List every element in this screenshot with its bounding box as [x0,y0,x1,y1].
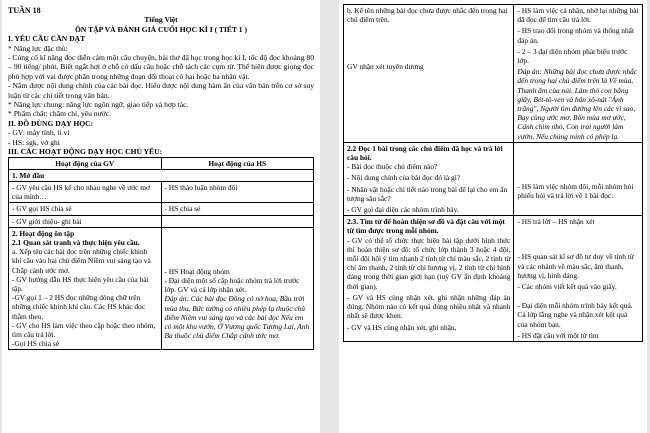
section-2-heading: II. ĐỒ DÙNG DẠY HỌC: [8,118,94,128]
table-row [344,216,643,342]
review-step: -Gọi HS chia sẻ [12,339,60,349]
teacher-cell [344,142,514,215]
materials-line: - GV: máy tính, ti vi [8,128,70,138]
table-row [9,203,314,215]
teacher-cell [344,5,514,143]
teacher-feedback: GV nhận xét tuyên dương [347,62,424,72]
table-row [344,142,643,215]
materials-line: - HS: sgk, vở ghi [8,137,60,147]
requirement-line: * Phẩm chất: chăm chỉ, yêu nước. [8,109,112,119]
student-activity: - HS làm việc cá nhân, nhớ lại những bài đã đọc để tìm câu trả lời. [517,6,639,25]
table-row [9,169,314,181]
question-line: - Bài đọc thuộc chủ điểm nào? [347,162,438,172]
teacher-cell [344,216,514,342]
requirement-line: * Năng lực đặc thù: [8,43,68,53]
student-cell [161,227,314,350]
section-3-heading: III. CÁC HOẠT ĐỘNG DẠY HỌC CHỦ YẾU: [8,147,163,157]
teacher-cell: - GV giới thiệu- ghi bài [9,215,162,227]
document-page-right [339,0,647,433]
review-heading: 2. Hoạt động ôn tập [12,228,75,238]
week-label: TUẦN 18 [8,6,41,15]
task-b: b. Kể tên những bài đọc chưa được nhắc đến trong hai chủ điểm trên. [347,6,508,25]
teacher-step: - GV và HS cùng nhận xét, ghi nhận những đáp án đúng. Nhóm nào có kết quả đúng nhiều nhất và nhanh nhất sẽ được khen. [347,292,511,321]
table-row [9,227,314,350]
student-activity: - Các nhóm viết kết quả vào giấy. [517,282,617,292]
student-activity: - HS quan sát kĩ sơ đồ tư duy về tính từ và các nhánh về màu sắc, âm thanh, hương vị, hình dáng. [517,252,634,280]
teacher-cell [9,227,162,350]
answer-text: Đáp án: Những bài đọc chưa được nhắc đến trong hai chủ điểm trên là Về mùa, Thanh âm của núi, Làm thỏ con bằng giấy, Bét-tô-ven và bản xô-nát "Ánh trăng", Người tìm đường lên các vì sao, Bay cùng ước mơ, Bốn mùa mơ ước, Cánh chim nhỏ, Con trai người làm vườn, Nếu chúng mình có phép lạ. [517,67,638,141]
table-header-teacher: Hoạt động của GV [9,157,162,169]
table-row [9,181,314,202]
student-cell: - HS thảo luận nhóm đôi [161,181,314,202]
question-line: - GV gọi đại diện các nhóm trình bày. [347,205,459,215]
review-step: - GV hướng dẫn HS thực hiện yêu cầu của bài tập. [12,274,149,293]
activities-table-continued [343,4,643,342]
student-activity: - Đại diện một số cặp hoặc nhóm trả lời trước lớp. GV và cả lớp nhận xét. [164,275,300,295]
student-activity: - HS trả lời – HS nhận xét [517,217,595,227]
student-cell: - HS chia sẻ [161,203,314,215]
start-heading: 1. Mở đầu [9,169,314,181]
teacher-cell: - GV yêu cầu HS kể cho nhau nghe về ước mơ của mình… [9,181,162,202]
student-activity: - HS trao đổi trong nhóm và thống nhất đáp án. [517,26,635,45]
review-step: a. Xếp tên các bài đọc trên những chiếc khinh khí cầu vào hai chủ điểm Niềm vui sáng tạo và Chắp cánh ước mơ. [12,247,151,275]
activity-2-2-heading: 2.2 Đọc 1 bài trong các chủ điểm đã học và trả lời câu hỏi. [347,143,503,163]
table-row [344,5,643,143]
student-activity: - Đại diện mỗi nhóm trình bày kết quả. Cả lớp lắng nghe và nhận xét kết quả của nhóm bạn. [517,301,633,329]
student-cell [514,5,643,143]
activities-table [8,157,314,351]
requirement-line: * Năng lực chung: năng lực ngôn ngữ, giao tiếp và hợp tác. [8,100,189,110]
teacher-step: - GV và HS cùng nhận xét, ghi nhận, [347,322,457,332]
subject-heading: Tiếng Việt [144,15,178,25]
student-activity: - HS đặt câu với một từ tìm [517,330,599,340]
lesson-title: ÔN TẬP VÀ ĐÁNH GIÁ CUỐI HỌC KÌ I ( TIẾT 1 ) [74,24,247,34]
review-subheading: 2.1 Quan sát tranh và thực hiện yêu cầu. [12,237,140,247]
requirement-line: - Củng cố kĩ năng đọc diễn cảm một câu chuyện, bài thơ đã học trong học kì I, tốc độ đọc khoảng 80 – 90 tiếng/ phút. Biết ngắt hơi ở chỗ có dấu câu hoặc chỗ tách các cụm từ. Thể hiện được giọng đọc phù hợp với vai được phân trong những đoạn đối thoại có hai hoặc ba nhân vật. [8,53,314,81]
student-cell [514,142,643,215]
table-row [9,215,314,227]
review-step: -GV gọi 1 – 2 HS đọc những dòng chữ trên những chiếc khinh khí cầu. Các HS khác đọc thầm theo. [12,293,146,321]
student-activity: - 2 – 3 đại diện nhóm phát biểu trước lớp. [517,46,628,66]
question-line: - Nhân vật hoặc chi tiết nào trong bài để lại cho em ấn tượng sâu sắc? [347,184,508,203]
activity-2-3-heading: 2.3. Tìm từ để hoàn thiện sơ đồ và đặt câu với một từ tìm được trong mỗi nhóm. [347,217,505,236]
student-activity: - HS Hoạt động nhóm [164,266,230,276]
document-page-left [2,0,320,433]
question-line: - Nội dung chính của bài đọc đó là gì? [347,173,461,183]
answer-text: Đáp án: Các bài đọc Đồng cỏ nở hoa, Bầu trời mùa thu, Bức tường có nhiều phép lạ thuộc chủ điểm Niềm vui sáng tạo và các bài đọc Nếu em có một khu vườn, Ở Vương quốc Tương Lai, Anh Ba thuộc chủ điểm Chắp cánh ước mơ. [164,294,310,341]
table-header-student: Hoạt động của HS [161,157,314,169]
review-step: - GV cho HS làm việc theo cặp hoặc theo nhóm, tìm câu trả lời. [12,320,156,339]
teacher-cell: - GV gọi HS chia sẻ [9,203,162,215]
student-activity: - HS làm việc nhóm đôi, mỗi nhóm hỏi phiếu hỏi và trả lời về 1 bài đọc. [517,181,634,201]
requirement-line: - Nắm được nội dung chính của các bài đọc. Hiểu được nội dung hàm ẩn của văn bản trên cơ sở suy luận từ các chi tiết trong văn bản. [8,81,314,100]
student-cell [514,216,643,342]
student-cell [161,215,314,227]
section-1-heading: I. YÊU CẦU CẦN ĐẠT [8,34,86,44]
teacher-step: - GV có thể tổ chức thực hiện bài tập dưới hình thức thi hoàn thiện sơ đồ: tổ chức lớp thành 3 hoặc 4 đội, mỗi đội hội ý tìm nhanh 2 tính từ chỉ màu sắc, 2 tính từ chỉ âm thanh, 2 tính từ chỉ hương vị, 2 tính từ chỉ hình dáng trong thời gian giới hạn (tuỳ GV ấn định khoảng thời gian). [347,235,511,291]
